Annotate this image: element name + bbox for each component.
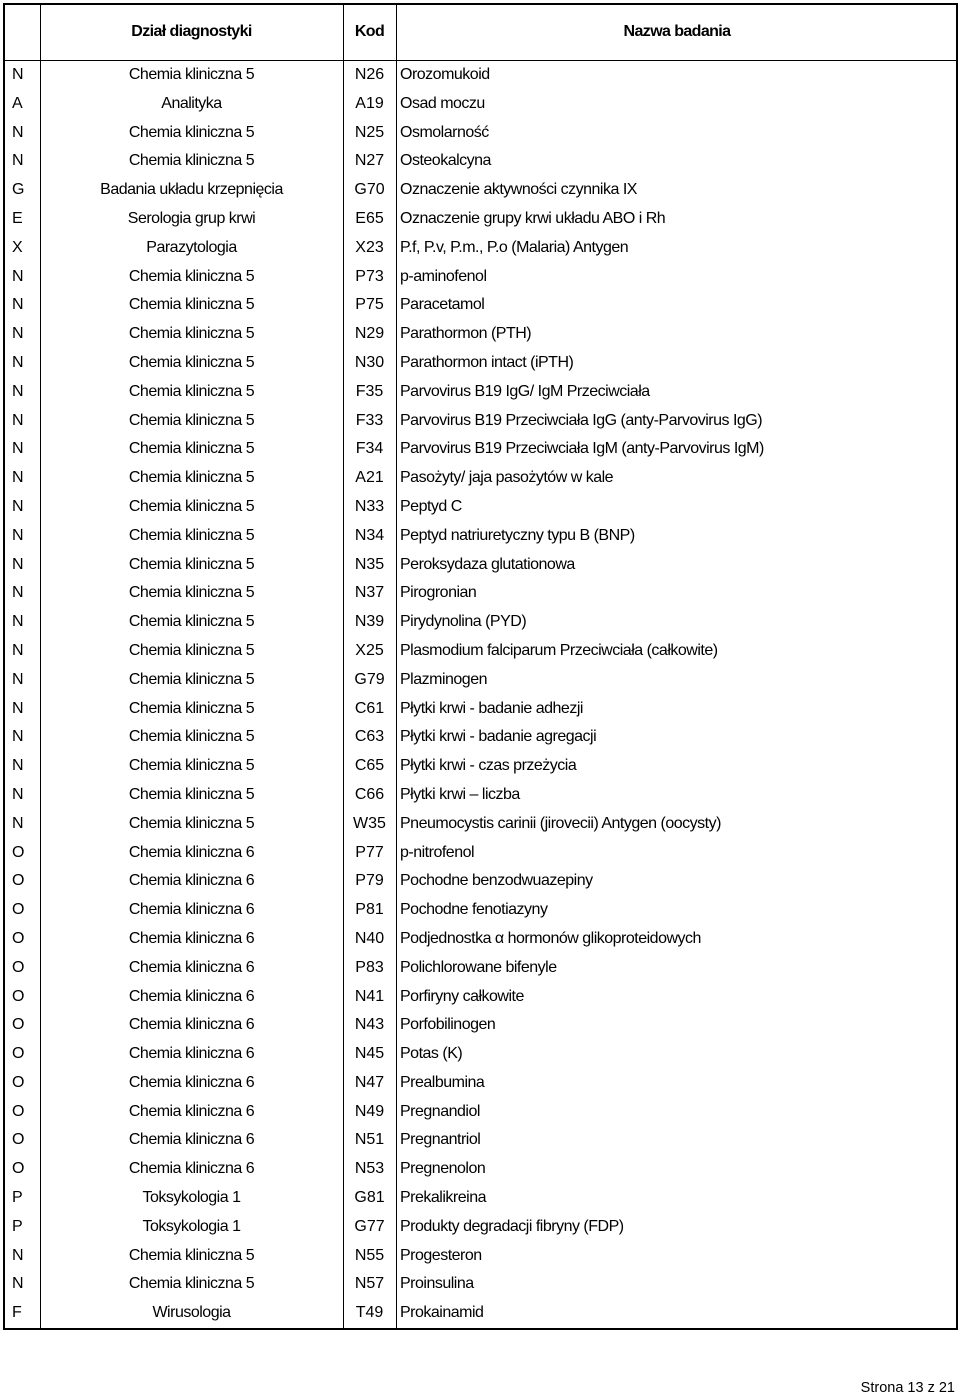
row-department: Chemia kliniczna 5: [128, 152, 255, 170]
row-group-letter: N: [12, 526, 24, 544]
row-test-name: P.f, P.v, P.m., P.o (Malaria) Antygen: [400, 238, 629, 256]
row-test-name: Parvovirus B19 Przeciwciała IgG (anty-Parvovirus IgG): [400, 411, 763, 429]
row-group-letter: N: [12, 757, 24, 775]
row-code: C66: [354, 785, 385, 803]
row-group-letter: X: [12, 238, 23, 256]
row-department: Analityka: [161, 94, 222, 112]
row-group-letter: N: [12, 440, 24, 458]
row-department: Chemia kliniczna 5: [128, 584, 255, 602]
row-test-name: Orozomukoid: [400, 66, 490, 83]
row-code: F34: [355, 440, 384, 458]
row-group-letter: O: [12, 987, 25, 1005]
row-department: Chemia kliniczna 6: [128, 1045, 255, 1063]
row-test-name: Parvovirus B19 Przeciwciała IgM (anty-Parvovirus IgM): [400, 440, 764, 458]
row-test-name: Pregnandiol: [400, 1102, 480, 1120]
row-code: N29: [354, 325, 385, 343]
row-test-name: Płytki krwi - badanie adhezji: [400, 699, 583, 717]
table-row: [0, 147, 958, 176]
row-test-name: p-nitrofenol: [400, 843, 475, 861]
row-group-letter: O: [12, 901, 25, 919]
header-test-name: Nazwa badania: [623, 23, 731, 40]
row-department: Chemia kliniczna 5: [128, 670, 255, 688]
row-test-name: Peptyd C: [400, 497, 462, 515]
row-group-letter: O: [12, 1073, 25, 1091]
row-test-name: Paracetamol: [400, 296, 485, 314]
row-group-letter: N: [12, 555, 24, 573]
row-group-letter: N: [12, 584, 24, 602]
row-group-letter: O: [12, 843, 25, 861]
row-department: Chemia kliniczna 5: [128, 296, 255, 314]
row-code: T49: [355, 1304, 384, 1322]
row-department: Chemia kliniczna 5: [128, 325, 255, 343]
table-row: [0, 637, 958, 666]
row-department: Serologia grup krwi: [127, 209, 256, 227]
row-group-letter: N: [12, 469, 24, 487]
row-code: X23: [355, 238, 384, 256]
row-group-letter: A: [12, 94, 23, 112]
row-code: N53: [354, 1160, 385, 1178]
row-test-name: Płytki krwi - czas przeżycia: [400, 757, 577, 775]
row-test-name: Pregnenolon: [400, 1160, 486, 1178]
row-department: Chemia kliniczna 5: [128, 411, 255, 429]
row-code: N41: [354, 987, 385, 1005]
row-code: N47: [354, 1073, 385, 1091]
row-group-letter: N: [12, 267, 24, 285]
row-group-letter: N: [12, 670, 24, 688]
table-row: [0, 1299, 958, 1328]
row-group-letter: O: [12, 872, 25, 890]
row-department: Chemia kliniczna 5: [128, 1275, 255, 1293]
table-row: [0, 522, 958, 551]
table-body: [0, 61, 958, 1328]
row-code: P73: [355, 267, 384, 285]
row-test-name: Osteokalcyna: [400, 152, 491, 170]
row-code: N27: [354, 152, 385, 170]
table-row: [0, 378, 958, 407]
row-code: P75: [355, 296, 384, 314]
row-code: G79: [354, 670, 385, 688]
row-group-letter: N: [12, 1275, 24, 1293]
row-department: Chemia kliniczna 6: [128, 1102, 255, 1120]
row-test-name: Peroksydaza glutationowa: [400, 555, 575, 573]
row-code: A19: [355, 94, 384, 112]
row-code: N57: [354, 1275, 385, 1293]
row-department: Chemia kliniczna 6: [128, 1160, 255, 1178]
row-test-name: Osad moczu: [400, 94, 485, 112]
row-test-name: Płytki krwi – liczba: [400, 785, 520, 803]
table-row: [0, 435, 958, 464]
row-department: Chemia kliniczna 5: [128, 497, 255, 515]
row-department: Chemia kliniczna 5: [128, 728, 255, 746]
row-department: Chemia kliniczna 5: [128, 353, 255, 371]
row-test-name: Prekalikreina: [400, 1189, 486, 1207]
row-code: N34: [354, 526, 385, 544]
row-code: C61: [354, 699, 385, 717]
row-group-letter: F: [12, 1304, 22, 1322]
table-row: [0, 407, 958, 436]
row-code: N55: [354, 1246, 385, 1264]
row-department: Toksykologia 1: [142, 1217, 241, 1235]
row-department: Chemia kliniczna 5: [128, 613, 255, 631]
row-code: P79: [355, 872, 384, 890]
row-department: Chemia kliniczna 6: [128, 872, 255, 890]
row-department: Chemia kliniczna 5: [128, 267, 255, 285]
row-test-name: Oznaczenie grupy krwi układu ABO i Rh: [400, 209, 666, 227]
table-row: [0, 320, 958, 349]
row-group-letter: N: [12, 699, 24, 717]
row-test-name: Peptyd natriuretyczny typu B (BNP): [400, 526, 635, 544]
table-row: [0, 810, 958, 839]
row-code: N49: [354, 1102, 385, 1120]
table-row: [0, 723, 958, 752]
row-test-name: Prealbumina: [400, 1073, 485, 1091]
row-test-name: Oznaczenie aktywności czynnika IX: [400, 181, 637, 199]
table-row: [0, 349, 958, 378]
row-code: N39: [354, 613, 385, 631]
table-row: [0, 291, 958, 320]
row-department: Chemia kliniczna 6: [128, 929, 255, 947]
row-group-letter: P: [12, 1189, 23, 1207]
row-test-name: Progesteron: [400, 1246, 482, 1264]
table-row: [0, 464, 958, 493]
row-code: G77: [354, 1217, 385, 1235]
table-row: [0, 608, 958, 637]
row-code: P83: [355, 958, 384, 976]
row-group-letter: O: [12, 1045, 25, 1063]
table-row: [0, 925, 958, 954]
row-department: Wirusologia: [152, 1304, 231, 1322]
row-group-letter: N: [12, 382, 24, 400]
row-code: N25: [354, 123, 385, 141]
row-test-name: Pregnantriol: [400, 1131, 481, 1149]
table-row: [0, 176, 958, 205]
table-row: [0, 61, 958, 90]
table-row: [0, 954, 958, 983]
row-group-letter: N: [12, 123, 24, 141]
row-test-name: Płytki krwi - badanie agregacji: [400, 728, 597, 746]
row-code: E65: [355, 209, 384, 227]
table-row: [0, 1069, 958, 1098]
header-department: Dział diagnostyki: [131, 23, 252, 40]
table-row: [0, 1098, 958, 1127]
row-group-letter: O: [12, 1131, 25, 1149]
row-group-letter: N: [12, 613, 24, 631]
table-row: [0, 1213, 958, 1242]
table-row: [0, 90, 958, 119]
row-group-letter: N: [12, 728, 24, 746]
row-code: N43: [354, 1016, 385, 1034]
row-test-name: Potas (K): [400, 1045, 463, 1063]
table-row: [0, 1155, 958, 1184]
row-code: W35: [353, 814, 386, 832]
row-department: Chemia kliniczna 6: [128, 843, 255, 861]
row-group-letter: O: [12, 1160, 25, 1178]
row-test-name: Plazminogen: [400, 670, 487, 688]
table-header: [0, 4, 958, 60]
row-department: Chemia kliniczna 6: [128, 901, 255, 919]
row-group-letter: O: [12, 958, 25, 976]
row-test-name: Porfiryny całkowite: [400, 987, 524, 1005]
row-test-name: Pochodne benzodwuazepiny: [400, 872, 593, 890]
header-group-cell: [0, 4, 40, 60]
row-department: Chemia kliniczna 5: [128, 382, 255, 400]
row-group-letter: N: [12, 641, 24, 659]
row-department: Chemia kliniczna 5: [128, 123, 255, 141]
table-row: [0, 234, 958, 263]
row-code: N37: [354, 584, 385, 602]
table-row: [0, 551, 958, 580]
row-department: Chemia kliniczna 6: [128, 987, 255, 1005]
row-test-name: Pochodne fenotiazyny: [400, 901, 548, 919]
row-department: Badania układu krzepnięcia: [100, 181, 283, 199]
table-row: [0, 1270, 958, 1299]
row-code: P77: [355, 843, 384, 861]
row-code: A21: [355, 469, 384, 487]
row-group-letter: N: [12, 325, 24, 343]
row-group-letter: O: [12, 929, 25, 947]
row-code: C63: [354, 728, 385, 746]
row-code: N35: [354, 555, 385, 573]
row-test-name: Parvovirus B19 IgG/ IgM Przeciwciała: [400, 382, 650, 400]
row-department: Chemia kliniczna 5: [128, 814, 255, 832]
row-group-letter: N: [12, 497, 24, 515]
table-row: [0, 1242, 958, 1271]
table-row: [0, 752, 958, 781]
row-code: C65: [354, 757, 385, 775]
row-department: Parazytologia: [146, 238, 237, 256]
header-code: Kod: [354, 23, 385, 40]
row-group-letter: N: [12, 785, 24, 803]
row-code: P81: [355, 901, 384, 919]
row-department: Chemia kliniczna 5: [128, 785, 255, 803]
row-group-letter: O: [12, 1102, 25, 1120]
row-code: G81: [354, 1189, 385, 1207]
row-group-letter: N: [12, 152, 24, 170]
row-group-letter: N: [12, 814, 24, 832]
row-code: N40: [354, 929, 385, 947]
table-row: [0, 263, 958, 292]
row-code: X25: [355, 641, 384, 659]
table-row: [0, 839, 958, 868]
table-row: [0, 781, 958, 810]
row-test-name: Pasożyty/ jaja pasożytów w kale: [400, 469, 614, 487]
row-code: F33: [355, 411, 384, 429]
row-department: Chemia kliniczna 5: [128, 526, 255, 544]
table-row: [0, 1011, 958, 1040]
table-row: [0, 205, 958, 234]
row-department: Chemia kliniczna 5: [128, 699, 255, 717]
row-department: Chemia kliniczna 5: [128, 66, 255, 83]
row-test-name: Pneumocystis carinii (jirovecii) Antygen (oocysty): [400, 814, 721, 832]
table-row: [0, 579, 958, 608]
row-test-name: Osmolarność: [400, 123, 489, 141]
row-code: N26: [354, 66, 385, 83]
row-department: Chemia kliniczna 5: [128, 641, 255, 659]
row-group-letter: N: [12, 66, 24, 83]
row-test-name: Parathormon (PTH): [400, 325, 532, 343]
table-row: [0, 695, 958, 724]
row-test-name: Parathormon intact (iPTH): [400, 353, 574, 371]
row-test-name: Pirydynolina (PYD): [400, 613, 527, 631]
row-group-letter: N: [12, 1246, 24, 1264]
row-department: Chemia kliniczna 5: [128, 555, 255, 573]
row-department: Chemia kliniczna 6: [128, 1131, 255, 1149]
table-row: [0, 983, 958, 1012]
table-row: [0, 666, 958, 695]
table-row: [0, 119, 958, 148]
row-department: Chemia kliniczna 5: [128, 440, 255, 458]
table-row: [0, 1184, 958, 1213]
row-code: F35: [355, 382, 384, 400]
table-row: [0, 896, 958, 925]
row-test-name: Prokainamid: [400, 1304, 484, 1322]
row-group-letter: E: [12, 209, 23, 227]
row-code: N33: [354, 497, 385, 515]
row-test-name: Produkty degradacji fibryny (FDP): [400, 1217, 624, 1235]
row-code: N45: [354, 1045, 385, 1063]
row-test-name: Proinsulina: [400, 1275, 474, 1293]
row-department: Chemia kliniczna 6: [128, 958, 255, 976]
row-department: Chemia kliniczna 5: [128, 757, 255, 775]
page-number: Strona 13 z 21: [860, 1380, 955, 1396]
row-test-name: Porfobilinogen: [400, 1016, 496, 1034]
row-test-name: Podjednostka α hormonów glikoproteidowych: [400, 929, 701, 947]
row-test-name: Plasmodium falciparum Przeciwciała (całkowite): [400, 641, 718, 659]
table-row: [0, 1126, 958, 1155]
row-department: Chemia kliniczna 6: [128, 1016, 255, 1034]
row-department: Toksykologia 1: [142, 1189, 241, 1207]
row-group-letter: N: [12, 411, 24, 429]
row-test-name: Polichlorowane bifenyle: [400, 958, 557, 976]
row-department: Chemia kliniczna 6: [128, 1073, 255, 1091]
row-group-letter: O: [12, 1016, 25, 1034]
row-group-letter: N: [12, 353, 24, 371]
row-code: N30: [354, 353, 385, 371]
row-test-name: Pirogronian: [400, 584, 477, 602]
row-code: G70: [354, 181, 385, 199]
row-group-letter: P: [12, 1217, 23, 1235]
row-test-name: p-aminofenol: [400, 267, 487, 285]
row-group-letter: G: [12, 181, 25, 199]
table-row: [0, 1040, 958, 1069]
row-department: Chemia kliniczna 5: [128, 1246, 255, 1264]
table-row: [0, 867, 958, 896]
table-row: [0, 493, 958, 522]
row-code: N51: [354, 1131, 385, 1149]
row-group-letter: N: [12, 296, 24, 314]
row-department: Chemia kliniczna 5: [128, 469, 255, 487]
